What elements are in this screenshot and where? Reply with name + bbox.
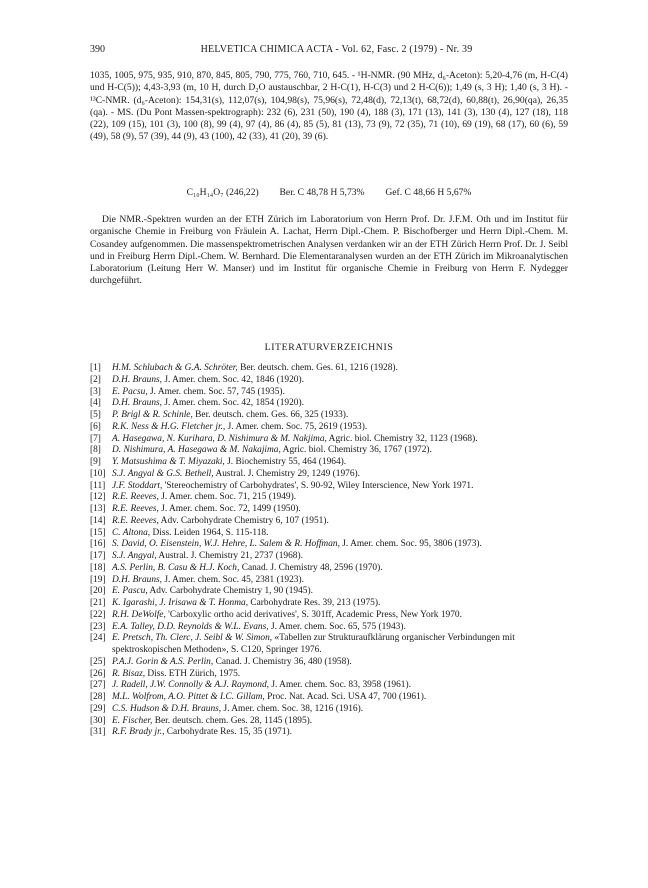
reference-item <box>90 598 568 610</box>
reference-citation: Proc. Nat. Acad. Sci. USA 47, 700 (1961). <box>264 692 427 702</box>
reference-item <box>90 622 568 634</box>
reference-text <box>112 434 568 446</box>
reference-citation: Canad. J. Chemistry 48, 2596 (1970). <box>239 562 383 573</box>
reference-number: [4] <box>90 398 101 409</box>
reference-item <box>90 398 568 410</box>
reference-text <box>112 528 568 540</box>
reference-number: [10] <box>90 468 106 479</box>
reference-text <box>112 375 568 387</box>
reference-item <box>90 469 568 481</box>
reference-number: [28] <box>90 692 106 702</box>
reference-text <box>112 363 568 375</box>
reference-authors: S.J. Angyal & G.S. Bethell, <box>112 468 214 479</box>
reference-list <box>90 363 568 739</box>
reference-number: [13] <box>90 504 106 514</box>
reference-number: [17] <box>90 551 106 561</box>
reference-citation: 'Stereochemistry of Carbohydrates', S. 90-92, Wiley Interscience, New York 1971. <box>162 480 474 491</box>
reference-number: [7] <box>90 433 101 444</box>
reference-citation: Ber. deutsch. chem. Ges. 28, 1145 (1895). <box>152 715 313 726</box>
reference-text <box>112 410 568 422</box>
reference-number: [21] <box>90 598 106 608</box>
reference-authors: R.E. Reeves, <box>112 492 159 503</box>
reference-citation: Adv. Carbohydrate Chemistry 1, 90 (1945). <box>147 586 313 597</box>
reference-citation: Adv. Carbohydrate Chemistry 6, 107 (1951). <box>158 515 329 526</box>
reference-number: [25] <box>90 656 106 667</box>
reference-authors: R. Bisaz, <box>112 668 146 679</box>
reference-authors: A.S. Perlin, B. Casu & H.J. Koch, <box>112 562 240 573</box>
reference-authors: E. Pascu, <box>112 586 148 597</box>
reference-number: [1] <box>90 363 101 373</box>
reference-number: [19] <box>90 574 106 585</box>
reference-number: [18] <box>90 562 106 573</box>
reference-authors: E. Pretsch, Th. Clerc, J. Seibl & W. Simon, <box>112 633 273 644</box>
reference-text <box>112 692 568 704</box>
reference-text <box>112 704 568 716</box>
reference-text <box>112 492 568 504</box>
reference-citation: Diss. Leiden 1964, S. 115-118. <box>150 527 269 538</box>
reference-item <box>90 669 568 681</box>
reference-text <box>112 563 568 575</box>
reference-item <box>90 716 568 728</box>
reference-item <box>90 516 568 528</box>
reference-text <box>112 633 568 657</box>
reference-authors: J.F. Stoddart, <box>112 480 163 491</box>
reference-citation: J. Amer. chem. Soc. 71, 215 (1949). <box>158 492 297 503</box>
page-number: 390 <box>90 44 105 55</box>
reference-number: [22] <box>90 609 106 620</box>
reference-text <box>112 445 568 457</box>
reference-citation: J. Amer. chem. Soc. 38, 1216 (1916). <box>221 703 364 714</box>
journal-title: HELVETICA CHIMICA ACTA - Vol. 62, Fasc. 2 (1979) - Nr. 39 <box>200 44 473 55</box>
reference-citation: Agric. biol. Chemistry 32, 1123 (1968). <box>326 433 478 444</box>
reference-citation: Diss. ETH Zürich, 1975. <box>145 668 241 679</box>
reference-number: [16] <box>90 539 106 550</box>
reference-item <box>90 657 568 669</box>
reference-text <box>112 680 568 692</box>
reference-authors: M.L. Wolfrom, A.O. Pittet & I.C. Gillam, <box>112 692 265 702</box>
reference-citation: J. Amer. chem. Soc. 75, 2619 (1953). <box>225 421 368 432</box>
reference-item <box>90 680 568 692</box>
reference-item <box>90 375 568 387</box>
reference-authors: R.E. Reeves, <box>112 504 159 514</box>
reference-item <box>90 492 568 504</box>
reference-item <box>90 692 568 704</box>
reference-authors: P. Brigl & R. Schinle, <box>112 410 193 420</box>
reference-citation: Carbohydrate Res. 15, 35 (1971). <box>164 727 293 738</box>
reference-citation: J. Amer. chem. Soc. 45, 2381 (1923). <box>162 574 304 585</box>
reference-item <box>90 504 568 516</box>
reference-item <box>90 434 568 446</box>
reference-citation: J. Amer. chem. Soc. 42, 1846 (1920). <box>162 374 304 385</box>
reference-text <box>112 657 568 669</box>
reference-authors: D.H. Brauns, <box>112 374 163 385</box>
reference-authors: R.E. Reeves, <box>112 515 159 526</box>
reference-citation: J. Amer. chem. Soc. 95, 3806 (1973). <box>339 539 482 550</box>
reference-item <box>90 457 568 469</box>
reference-item <box>90 551 568 563</box>
reference-citation: 'Carboxylic ortho acid derivatives', S. 301ff, Academic Press, New York 1970. <box>165 609 462 620</box>
reference-citation: J. Amer. chem. Soc. 42, 1854 (1920). <box>162 398 304 409</box>
reference-text <box>112 727 568 739</box>
reference-authors: D.H. Brauns, <box>112 398 163 409</box>
found-values: Gef. C 48,66 H 5,67% <box>385 187 472 198</box>
reference-authors: R.H. DeWolfe, <box>112 609 166 620</box>
reference-item <box>90 704 568 716</box>
reference-citation: Austral. J. Chemistry 21, 2737 (1968). <box>156 551 303 561</box>
molecular-formula: C₁₀H₁₄O₇ (246,22) <box>186 187 259 198</box>
reference-text <box>112 516 568 528</box>
reference-authors: J. Radell, J.W. Connolly & A.J. Raymond, <box>112 680 270 691</box>
reference-text <box>112 586 568 598</box>
reference-citation: Ber. deutsch. chem. Ges. 61, 1216 (1928). <box>237 363 398 373</box>
references-heading: LITERATURVERZEICHNIS <box>264 342 394 353</box>
reference-citation: J. Amer. chem. Soc. 65, 575 (1943). <box>268 621 406 632</box>
reference-text <box>112 422 568 434</box>
reference-text <box>112 716 568 728</box>
reference-number: [20] <box>90 586 106 597</box>
reference-text <box>112 469 568 481</box>
reference-authors: C. Altona, <box>112 527 151 538</box>
reference-citation: J. Amer. chem. Soc. 72, 1499 (1950). <box>158 504 301 514</box>
reference-text <box>112 387 568 399</box>
reference-number: [5] <box>90 410 101 420</box>
reference-item <box>90 563 568 575</box>
reference-number: [12] <box>90 492 106 503</box>
reference-authors: D. Nishimura, A. Hasegawa & M. Nakajima, <box>112 445 281 456</box>
reference-authors: P.A.J. Gorin & A.S. Perlin, <box>112 656 214 667</box>
reference-authors: K. Igarashi, J. Irisawa & T. Honma, <box>112 598 249 608</box>
reference-item <box>90 586 568 598</box>
reference-authors: R.K. Ness & H.G. Fletcher jr., <box>112 421 226 432</box>
reference-item <box>90 387 568 399</box>
reference-text <box>112 551 568 563</box>
reference-citation: Austral. J. Chemistry 29, 1249 (1976). <box>213 468 360 479</box>
reference-text <box>112 457 568 469</box>
reference-item <box>90 575 568 587</box>
reference-text <box>112 575 568 587</box>
reference-number: [31] <box>90 727 106 738</box>
reference-text <box>112 504 568 516</box>
reference-item <box>90 539 568 551</box>
calculated-values: Ber. C 48,78 H 5,73% <box>279 187 365 198</box>
running-header <box>90 44 568 58</box>
reference-number: [8] <box>90 445 101 456</box>
reference-item <box>90 410 568 422</box>
reference-number: [9] <box>90 457 101 467</box>
reference-item <box>90 633 568 657</box>
reference-citation: Carbohydrate Res. 39, 213 (1975). <box>248 598 381 608</box>
reference-citation: Ber. deutsch. chem. Ges. 66, 325 (1933). <box>192 410 349 420</box>
reference-item <box>90 727 568 739</box>
reference-text <box>112 398 568 410</box>
reference-citation: J. Amer. chem. Soc. 57, 745 (1935). <box>147 386 285 397</box>
reference-citation: «Tabellen zur Strukturaufklärung organischer Verbindungen mit spektroskopischen Methoden», S. C120, Springer 1976. <box>112 633 515 655</box>
reference-text <box>112 598 568 610</box>
reference-text <box>112 539 568 551</box>
reference-number: [23] <box>90 621 106 632</box>
reference-authors: H.M. Schlubach & G.A. Schröter, <box>112 363 238 373</box>
reference-item <box>90 445 568 457</box>
reference-number: [2] <box>90 374 101 385</box>
reference-number: [26] <box>90 668 106 679</box>
reference-text <box>112 610 568 622</box>
acknowledgement-paragraph: Die NMR.-Spektren wurden an der ETH Zürich im Laboratorium von Herrn Prof. Dr. J.F.M. Oth und im Institut für organische Chemie in Freiburg von Fräulein A. Lachat, Herrn Dipl.-Chem. P. Bischofberger und Herrn Dipl.-Chem. M. Cosandey aufgenommen. Die massenspektrometrischen Analysen verdanken wir an der ETH Zürich Herrn Prof. Dr. J. Seibl und in Freiburg Herrn Dipl.-Chem. W. Bernhard. Die Elementaranalysen wurden an der ETH Zürich im Mikroanalytischen Laboratorium (Leitung Herr W. Manser) und im Institut für organische Chemie in Freiburg von Herrn F. Nydegger durchgeführt. <box>90 214 568 287</box>
reference-authors: E. Pacsu, <box>112 386 148 397</box>
reference-number: [3] <box>90 386 101 397</box>
spectral-data-paragraph: 1035, 1005, 975, 935, 910, 870, 845, 805, 790, 775, 760, 710, 645. - ¹H-NMR. (90 MHz, d₆-Aceton): 5,20-4,76 (m, H-C(4) und H-C(5)); 4,43-3,93 (m, 10 H, durch D₂O austauschbar, 2 H-C(1), H-C(3) und 2 H-C(6)); 1,49 (s, 3 H); 1,40 (s, 3 H). - ¹³C-NMR. (d₆-Aceton): 154,31(s), 112,07(s), 104,98(s), 75,96(s), 72,48(d), 72,13(t), 68,72(d), 60,88(t), 26,90(qa), 26,35 (qa). - MS. (Du Pont Massen-spektrograph): 232 (6), 231 (50), 190 (4), 188 (3), 171 (13), 141 (3), 130 (4), 127 (18), 118 (22), 109 (15), 101 (3), 100 (8), 99 (4), 97 (4), 86 (4), 85 (5), 81 (13), 73 (9), 72 (35), 71 (10), 69 (19), 68 (17), 60 (6), 59 (49), 58 (9), 57 (39), 44 (9), 43 (100), 42 (33), 41 (20), 39 (6). <box>90 70 568 143</box>
reference-number: [24] <box>90 633 106 644</box>
reference-item <box>90 528 568 540</box>
reference-item <box>90 481 568 493</box>
reference-number: [6] <box>90 421 101 432</box>
reference-item <box>90 363 568 375</box>
reference-number: [14] <box>90 515 106 526</box>
reference-authors: R.F. Brady jr., <box>112 727 165 738</box>
reference-text <box>112 481 568 493</box>
reference-citation: J. Amer. chem. Soc. 83, 3958 (1961). <box>269 680 411 691</box>
reference-number: [30] <box>90 715 106 726</box>
reference-authors: E. Fischer, <box>112 715 153 726</box>
reference-number: [27] <box>90 680 106 691</box>
reference-item <box>90 422 568 434</box>
reference-authors: D.H. Brauns, <box>112 574 163 585</box>
reference-number: [29] <box>90 703 106 714</box>
reference-text <box>112 622 568 634</box>
reference-authors: E.A. Talley, D.D. Reynolds & W.L. Evans, <box>112 621 269 632</box>
reference-authors: S.J. Angyal, <box>112 551 157 561</box>
reference-citation: Agric. biol. Chemistry 36, 1767 (1972). <box>280 445 432 456</box>
reference-number: [15] <box>90 527 106 538</box>
reference-text <box>112 669 568 681</box>
reference-authors: Y. Matsushima & T. Miyazaki, <box>112 457 225 467</box>
elemental-analysis <box>90 187 568 198</box>
reference-number: [11] <box>90 480 106 491</box>
reference-authors: S. David, O. Eisenstein, W.J. Hehre, L. Salem & R. Hoffman, <box>112 539 340 550</box>
reference-item <box>90 610 568 622</box>
reference-citation: J. Biochemistry 55, 464 (1964). <box>224 457 347 467</box>
reference-authors: A. Hasegawa, N. Kurihara, D. Nishimura & M. Nakjima, <box>112 433 327 444</box>
reference-citation: Canad. J. Chemistry 36, 480 (1958). <box>213 656 352 667</box>
reference-authors: C.S. Hudson & D.H. Brauns, <box>112 703 222 714</box>
